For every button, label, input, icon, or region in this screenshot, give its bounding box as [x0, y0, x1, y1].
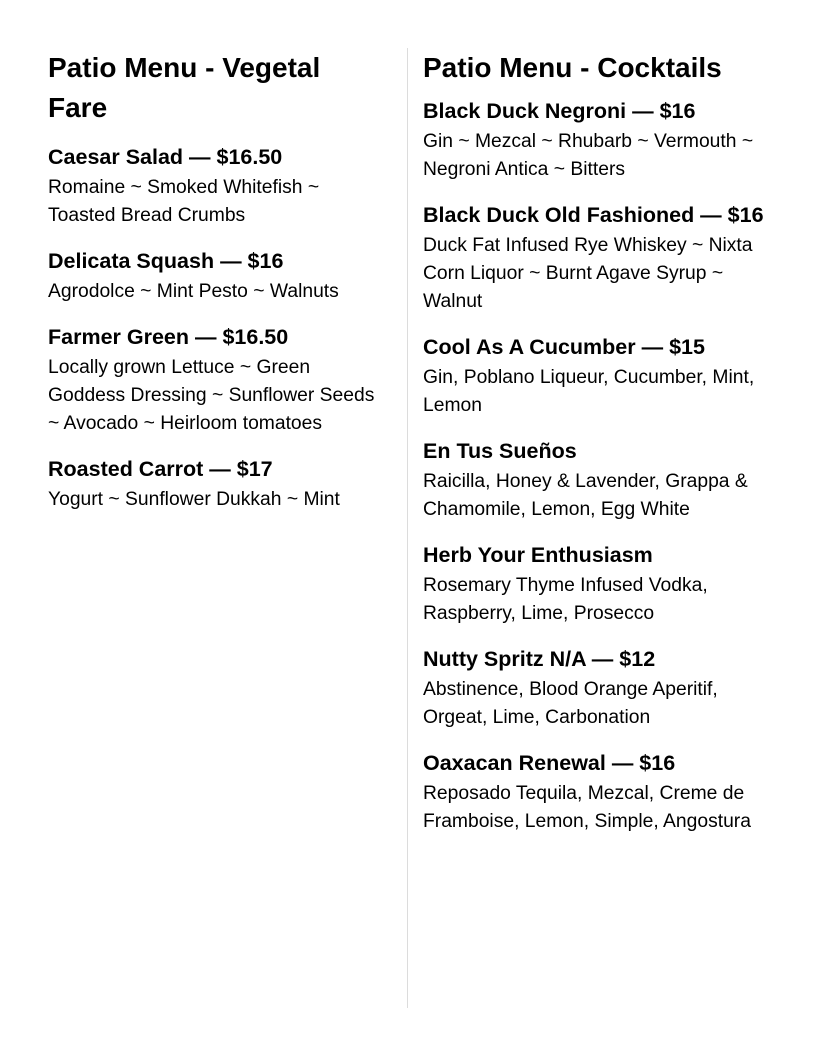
- item-name: Black Duck Negroni — $16: [423, 99, 696, 123]
- menu-item: [48, 244, 384, 306]
- item-description: Gin ~ Mezcal ~ Rhubarb ~ Vermouth ~ Negroni Antica ~ Bitters: [423, 131, 754, 180]
- item-description: Romaine ~ Smoked Whitefish ~ Toasted Bread Crumbs: [48, 177, 320, 226]
- item-description: Yogurt ~ Sunflower Dukkah ~ Mint: [48, 489, 340, 510]
- item-name: Herb Your Enthusiasm: [423, 543, 653, 567]
- column-divider: [407, 48, 408, 1008]
- menu-item: [423, 94, 773, 184]
- item-name: Cool As A Cucumber — $15: [423, 335, 705, 359]
- item-name: Farmer Green — $16.50: [48, 325, 289, 349]
- item-description: Agrodolce ~ Mint Pesto ~ Walnuts: [48, 281, 339, 302]
- menu-item: [48, 452, 384, 514]
- menu-item: [423, 198, 773, 316]
- item-name: Caesar Salad — $16.50: [48, 145, 283, 169]
- item-description: Duck Fat Infused Rye Whiskey ~ Nixta Corn Liquor ~ Burnt Agave Syrup ~ Walnut: [423, 235, 753, 312]
- item-description: Locally grown Lettuce ~ Green Goddess Dressing ~ Sunflower Seeds ~ Avocado ~ Heirloom tomatoes: [48, 357, 375, 434]
- menu-item: [48, 140, 384, 230]
- menu-item: [423, 434, 773, 524]
- item-name: Oaxacan Renewal — $16: [423, 751, 676, 775]
- cocktails-column: [423, 48, 773, 836]
- item-description: Rosemary Thyme Infused Vodka, Raspberry, Lime, Prosecco: [423, 575, 708, 624]
- vegetal-fare-column: [48, 48, 384, 514]
- item-name: En Tus Sueños: [423, 439, 577, 463]
- item-description: Reposado Tequila, Mezcal, Creme de Framboise, Lemon, Simple, Angostura: [423, 783, 751, 832]
- item-name: Delicata Squash — $16: [48, 249, 284, 273]
- menu-item: [423, 538, 773, 628]
- menu-item: [423, 746, 773, 836]
- item-description: Abstinence, Blood Orange Aperitif, Orgeat, Lime, Carbonation: [423, 679, 718, 728]
- menu-item: [423, 330, 773, 420]
- item-description: Gin, Poblano Liqueur, Cucumber, Mint, Lemon: [423, 367, 755, 416]
- item-description: Raicilla, Honey & Lavender, Grappa & Chamomile, Lemon, Egg White: [423, 471, 748, 520]
- section-title-vegetal-fare: Patio Menu - Vegetal Fare: [48, 52, 321, 123]
- menu-item: [48, 320, 384, 438]
- item-name: Roasted Carrot — $17: [48, 457, 273, 481]
- item-name: Black Duck Old Fashioned — $16: [423, 203, 764, 227]
- section-title-cocktails: Patio Menu - Cocktails: [423, 52, 722, 83]
- item-name: Nutty Spritz N/A — $12: [423, 647, 656, 671]
- menu-item: [423, 642, 773, 732]
